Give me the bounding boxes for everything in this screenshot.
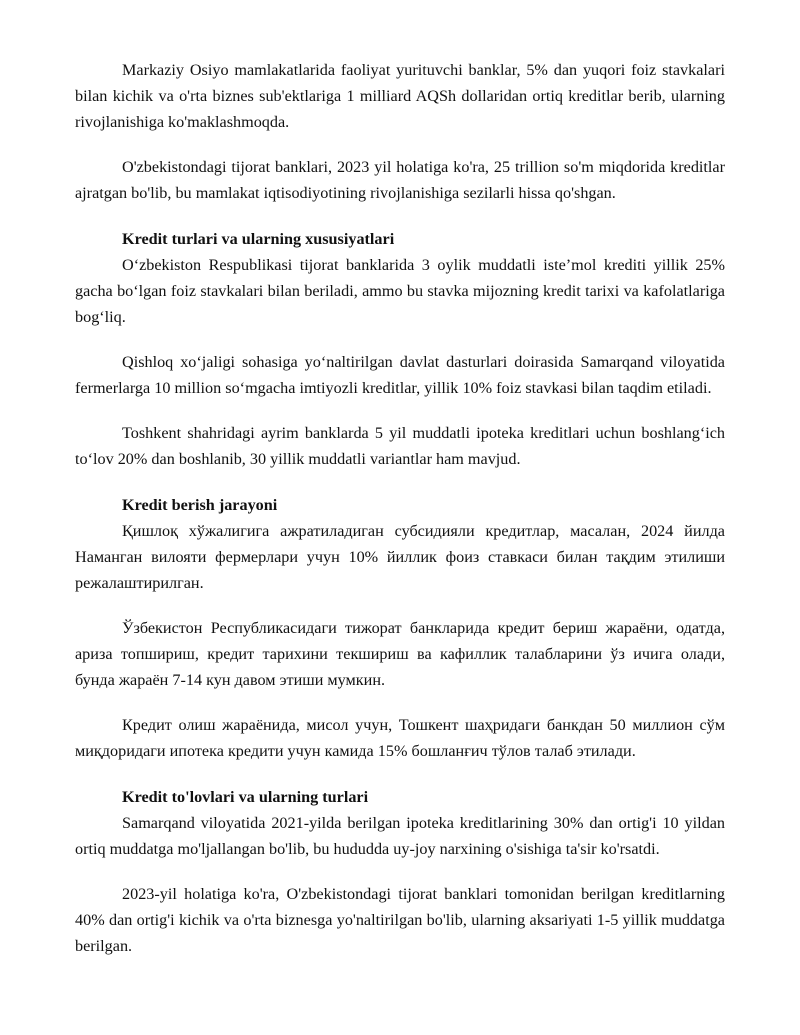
paragraph-central-asia-banks: Markaziy Osiyo mamlakatlarida faoliyat yurituvchi banklar, 5% dan yuqori foiz stavkalari bilan kichik va o'rta biznes sub'ektlariga 1 milliard AQSh dollaridan ortiq kreditlar berib, ularning rivojlanishiga ko'maklashmoqda. — [75, 61, 725, 131]
paragraph-agriculture-credit: Qishloq xo‘jaligi sohasiga yo‘naltirilgan davlat dasturlari doirasida Samarqand viloyatida fermerlarga 10 million so‘mgacha imtiyozli kreditlar, yillik 10% foiz stavkasi bilan taqdim etiladi. — [75, 353, 725, 397]
heading-credit-types: Kredit turlari va ularning xususiyatlari — [122, 230, 395, 248]
document-page — [75, 57, 725, 959]
paragraph-samarkand-mortgage: Samarqand viloyatida 2021-yilda berilgan ipoteka kreditlarining 30% dan ortig'i 10 yildan ortiq muddatga mo'ljallangan bo'lib, bu hududda uy-joy narxining o'sishiga ta'sir ko'rsatdi. — [75, 814, 725, 858]
paragraph-mortgage-down-payment: Кредит олиш жараёнида, мисол учун, Тошкент шаҳридаги банкдан 50 миллион сўм миқдоридаги ипотека кредити учун камида 15% бошланғич тўлов талаб этилади. — [75, 716, 725, 760]
paragraph-uzbekistan-commercial-banks: O'zbekistondagi tijorat banklari, 2023 yil holatiga ko'ra, 25 trillion so'm miqdorida kreditlar ajratgan bo'lib, bu mamlakat iqtisodiyotining rivojlanishiga sezilarli hissa qo'shgan. — [75, 158, 725, 202]
paragraph-consumer-credit: O‘zbekiston Respublikasi tijorat banklarida 3 oylik muddatli iste’mol krediti yillik 25% gacha bo‘lgan foiz stavkalari bilan beriladi, ammo bu stavka mijozning kredit tarixi va kafolatlariga bog‘liq. — [75, 256, 725, 326]
heading-credit-process: Kredit berish jarayoni — [122, 496, 278, 514]
paragraph-sme-credit-share: 2023-yil holatiga ko'ra, O'zbekistondagi tijorat banklari tomonidan berilgan kreditlarning 40% dan ortig'i kichik va o'rta biznesga yo'naltirilgan bo'lib, ularning aksariyati 1-5 yillik muddatga berilgan. — [75, 885, 725, 955]
paragraph-mortgage-tashkent: Toshkent shahridagi ayrim banklarda 5 yil muddatli ipoteka kreditlari uchun boshlang‘ich to‘lov 20% dan boshlanib, 30 yillik muddatli variantlar ham mavjud. — [75, 424, 725, 468]
paragraph-credit-procedure: Ўзбекистон Республикасидаги тижорат банкларида кредит бериш жараёни, одатда, ариза топшириш, кредит тарихини текшириш ва кафиллик талабларини ўз ичига олади, бунда жараён 7-14 кун давом этиши мумкин. — [75, 619, 725, 689]
paragraph-subsidized-credit: Қишлоқ хўжалигига ажратиладиган субсидияли кредитлар, масалан, 2024 йилда Наманган вилояти фермерлари учун 10% йиллик фоиз ставкаси билан тақдим этилиши режалаштирилган. — [75, 522, 725, 592]
heading-credit-payments: Kredit to'lovlari va ularning turlari — [122, 788, 369, 806]
